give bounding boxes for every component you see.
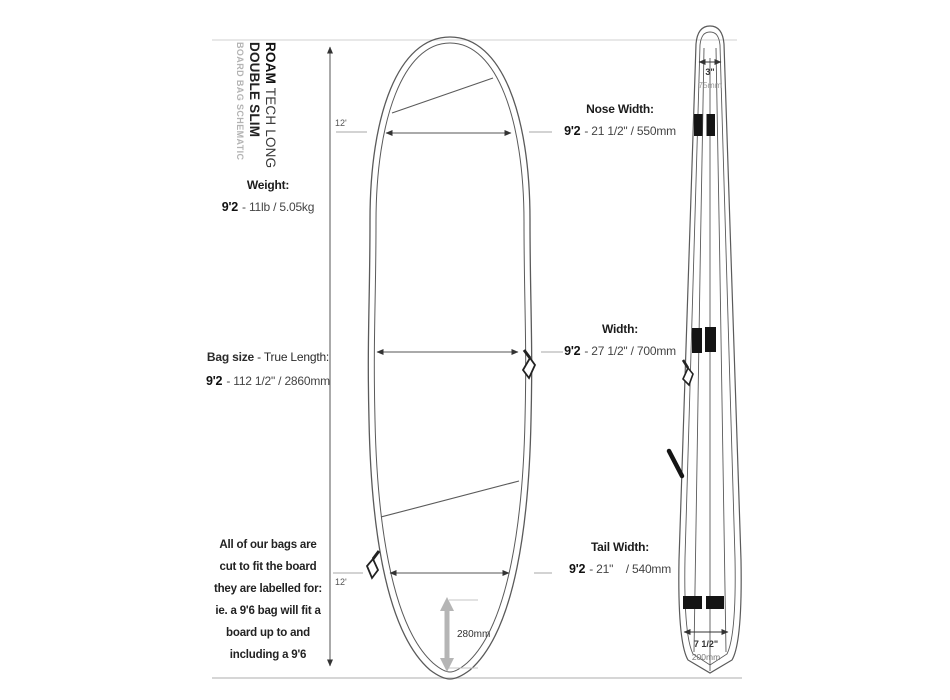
zipper-pull-mid: [523, 350, 535, 378]
nose-width-label: Nose Width:: [586, 102, 654, 116]
bag-size-block: [188, 350, 348, 388]
note-line: they are labelled for:: [213, 583, 323, 595]
zipper-pull-tail: [367, 551, 379, 578]
nose-width-block: [555, 102, 685, 138]
side-seam-right: [716, 48, 726, 652]
front-nose-seam: [392, 78, 493, 113]
profile-nose-mm-label: 75mm: [698, 80, 722, 90]
tail-width-block: [555, 540, 685, 576]
handle-mid-left: [692, 328, 702, 353]
note-line: All of our bags are: [219, 539, 317, 551]
bag-size-label: Bag size - True Length:: [206, 350, 330, 364]
tail-width-value: 9'2 - 21" / 540mm: [568, 562, 672, 576]
title-line-3: BOARD BAG SCHEMATIC: [235, 42, 245, 161]
handle-top-right: [707, 114, 716, 136]
nose-width-value: 9'2 - 21 1/2" / 550mm: [564, 124, 676, 138]
profile-tail-inch-label: 7 1/2": [693, 639, 719, 649]
bag-size-value: 9'2 - 112 1/2" / 2860mm: [206, 374, 330, 388]
side-zipper-mark: [669, 451, 682, 476]
weight-label: Weight:: [246, 178, 290, 192]
weight-block: [203, 178, 333, 214]
front-tail-seam: [381, 481, 519, 517]
side-handles: [683, 114, 724, 609]
front-dimensions: [333, 132, 563, 573]
handle-bottom-right: [706, 596, 724, 609]
note-block: [203, 534, 333, 666]
nose-offset-label: 12': [335, 118, 347, 128]
title-line-1: ROAM TECH LONG: [263, 42, 278, 169]
note-line: board up to and: [226, 627, 310, 639]
handle-mid-right: [705, 327, 716, 352]
width-label: Width:: [601, 322, 638, 336]
handle-top-left: [694, 114, 703, 136]
brand-text: ROAM: [263, 42, 278, 85]
title-block: [233, 42, 279, 192]
rocker-label: 280mm: [457, 629, 491, 640]
note-line: ie. a 9'6 bag will fit a: [215, 605, 321, 617]
width-value: 9'2 - 27 1/2" / 700mm: [564, 344, 676, 358]
note-line: cut to fit the board: [219, 561, 317, 573]
width-block: [555, 322, 685, 358]
handle-bottom-left: [683, 596, 702, 609]
tail-width-label: Tail Width:: [590, 540, 650, 554]
profile-nose-inch-label: 3": [705, 67, 715, 77]
weight-value: 9'2 - 11lb / 5.05kg: [221, 200, 315, 214]
zipper-pull-side: [683, 360, 693, 385]
title-line-2: DOUBLE SLIM: [247, 42, 262, 138]
profile-tail-mm-label: 200mm: [691, 652, 721, 662]
tail-offset-label: 12': [335, 577, 347, 587]
front-outline-inner: [374, 43, 525, 672]
note-line: including a 9'6: [229, 649, 307, 661]
